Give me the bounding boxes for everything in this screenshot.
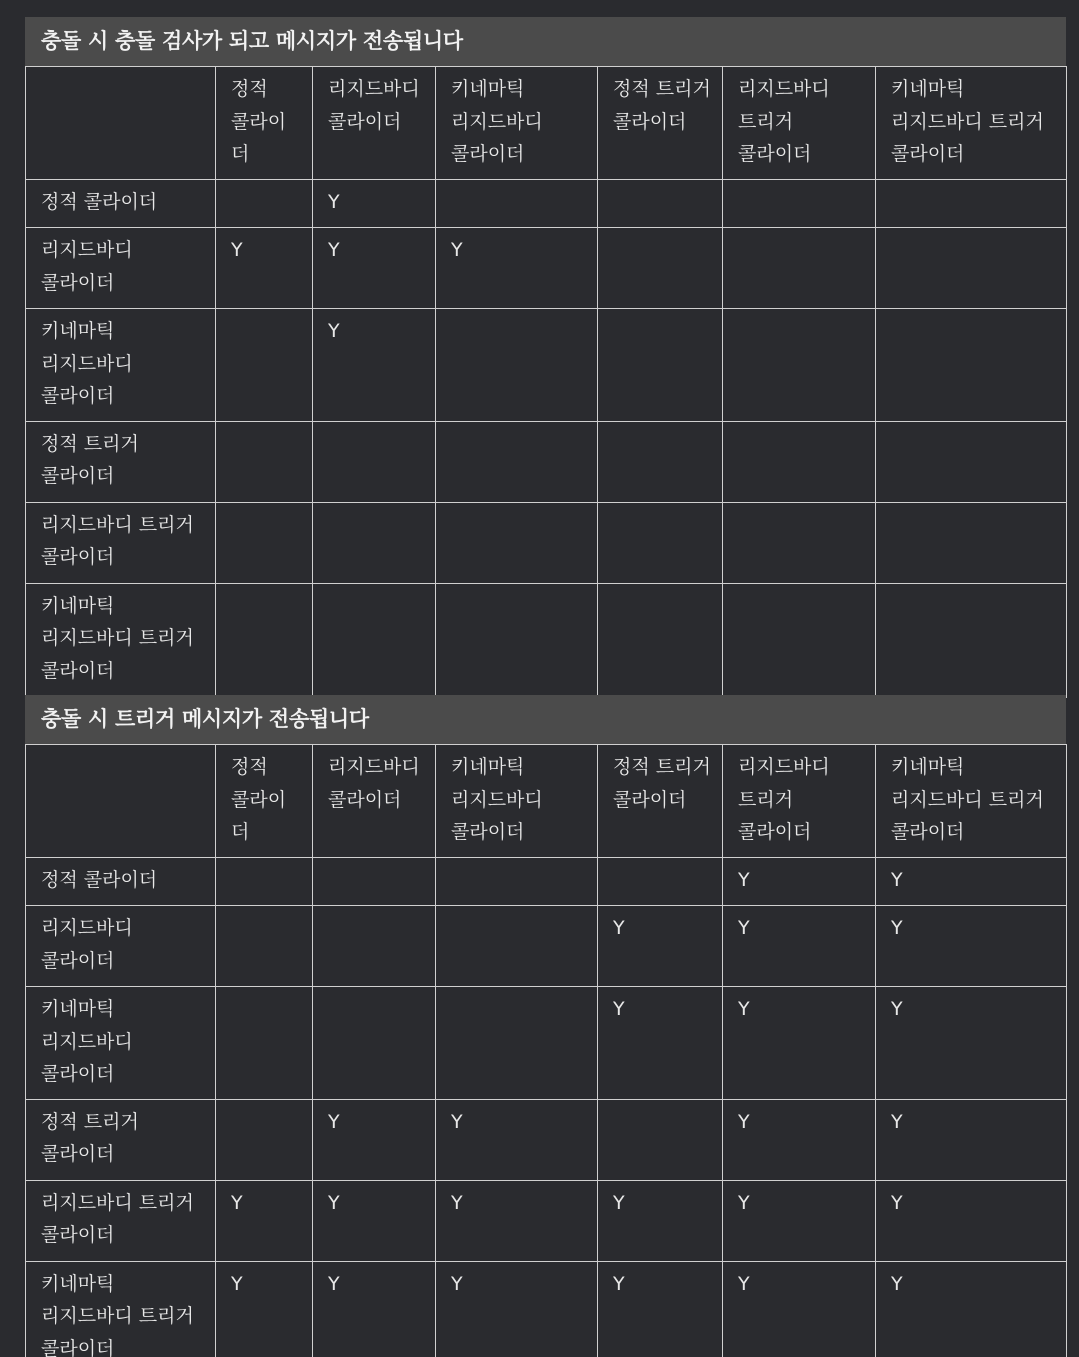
column-header: 정적 트리거 콜라이더 (598, 745, 723, 858)
row-header: 키네마틱 리지드바디 트리거 콜라이더 (26, 1261, 216, 1357)
table-cell (876, 583, 1067, 697)
table-cell (436, 421, 598, 502)
table-cell (313, 502, 436, 583)
table-cell: Y (216, 1261, 313, 1357)
table-cell (436, 906, 598, 987)
table-cell (216, 906, 313, 987)
table-cell (436, 858, 598, 906)
table-cell (598, 1099, 723, 1180)
table-cell (313, 858, 436, 906)
row-header: 리지드바디 콜라이더 (26, 228, 216, 309)
table-cell (436, 502, 598, 583)
column-header: 키네마틱 리지드바디 트리거 콜라이더 (876, 67, 1067, 180)
column-header: 키네마틱 리지드바디 트리거 콜라이더 (876, 745, 1067, 858)
table-cell (876, 228, 1067, 309)
table-cell: Y (313, 309, 436, 422)
table-cell (313, 987, 436, 1100)
table-cell (723, 228, 876, 309)
table-cell: Y (313, 228, 436, 309)
table-cell: Y (876, 1261, 1067, 1357)
table-cell (876, 180, 1067, 228)
table-cell: Y (436, 1261, 598, 1357)
trigger-matrix-section (25, 695, 1066, 1357)
table-row (26, 987, 1067, 1100)
row-header: 리지드바디 트리거 콜라이더 (26, 502, 216, 583)
header-row (26, 745, 1067, 858)
table-row (26, 1261, 1067, 1357)
table-row (26, 583, 1067, 697)
row-header: 키네마틱 리지드바디 콜라이더 (26, 987, 216, 1100)
row-header: 정적 콜라이더 (26, 180, 216, 228)
table-cell: Y (598, 1261, 723, 1357)
column-header: 리지드바디 트리거 콜라이더 (723, 745, 876, 858)
table-row (26, 180, 1067, 228)
table-cell (598, 421, 723, 502)
table-cell (216, 180, 313, 228)
table-cell (216, 987, 313, 1100)
row-header: 리지드바디 트리거 콜라이더 (26, 1180, 216, 1261)
table-cell: Y (313, 1261, 436, 1357)
row-header: 리지드바디 콜라이더 (26, 906, 216, 987)
column-header: 키네마틱 리지드바디 콜라이더 (436, 745, 598, 858)
row-header: 정적 트리거 콜라이더 (26, 421, 216, 502)
header-row (26, 67, 1067, 180)
table-cell (313, 583, 436, 697)
table-cell (598, 228, 723, 309)
corner-cell (26, 67, 216, 180)
column-header: 리지드바디 콜라이더 (313, 745, 436, 858)
table-row (26, 1180, 1067, 1261)
table-cell (436, 583, 598, 697)
column-header: 리지드바디 트리거 콜라이더 (723, 67, 876, 180)
section-title: 충돌 시 트리거 메시지가 전송됩니다 (25, 695, 1066, 744)
table-cell (436, 987, 598, 1100)
table-cell: Y (598, 1180, 723, 1261)
table-row (26, 1099, 1067, 1180)
table-cell: Y (436, 1099, 598, 1180)
table-cell (598, 180, 723, 228)
row-header: 정적 콜라이더 (26, 858, 216, 906)
table-cell (876, 421, 1067, 502)
table-cell (598, 583, 723, 697)
table-cell (723, 583, 876, 697)
table-cell: Y (723, 1099, 876, 1180)
column-header: 정적 트리거 콜라이더 (598, 67, 723, 180)
table-row (26, 309, 1067, 422)
table-cell (216, 309, 313, 422)
table-cell: Y (313, 180, 436, 228)
table-cell: Y (723, 987, 876, 1100)
table-cell: Y (876, 858, 1067, 906)
column-header: 키네마틱 리지드바디 콜라이더 (436, 67, 598, 180)
table-cell: Y (723, 1261, 876, 1357)
section-title: 충돌 시 충돌 검사가 되고 메시지가 전송됩니다 (25, 17, 1066, 66)
table-cell (436, 309, 598, 422)
column-header: 정적 콜라이더 (216, 67, 313, 180)
table-cell: Y (723, 858, 876, 906)
collision-matrix-table (25, 66, 1067, 698)
row-header: 정적 트리거 콜라이더 (26, 1099, 216, 1180)
table-cell: Y (876, 1099, 1067, 1180)
table-cell (876, 309, 1067, 422)
table-row (26, 421, 1067, 502)
column-header: 정적 콜라이더 (216, 745, 313, 858)
table-cell (723, 309, 876, 422)
table-cell (723, 421, 876, 502)
table-cell: Y (723, 906, 876, 987)
table-cell (723, 180, 876, 228)
table-cell (216, 502, 313, 583)
table-cell: Y (876, 987, 1067, 1100)
table-cell (598, 502, 723, 583)
collision-matrix-section (25, 17, 1066, 698)
table-cell (436, 180, 598, 228)
table-cell (598, 309, 723, 422)
table-cell: Y (216, 1180, 313, 1261)
table-row (26, 502, 1067, 583)
table-cell: Y (436, 1180, 598, 1261)
table-row (26, 858, 1067, 906)
table-cell: Y (876, 906, 1067, 987)
table-cell (313, 906, 436, 987)
table-cell: Y (313, 1180, 436, 1261)
table-cell (216, 858, 313, 906)
row-header: 키네마틱 리지드바디 콜라이더 (26, 309, 216, 422)
table-cell: Y (598, 906, 723, 987)
table-cell (723, 502, 876, 583)
table-cell: Y (216, 228, 313, 309)
row-header: 키네마틱 리지드바디 트리거 콜라이더 (26, 583, 216, 697)
table-cell: Y (876, 1180, 1067, 1261)
table-cell (216, 1099, 313, 1180)
table-cell: Y (723, 1180, 876, 1261)
table-cell (216, 421, 313, 502)
trigger-matrix-table (25, 744, 1067, 1357)
table-cell: Y (313, 1099, 436, 1180)
table-cell: Y (598, 987, 723, 1100)
table-cell (216, 583, 313, 697)
table-cell (598, 858, 723, 906)
table-row (26, 228, 1067, 309)
column-header: 리지드바디 콜라이더 (313, 67, 436, 180)
table-cell (313, 421, 436, 502)
table-row (26, 906, 1067, 987)
corner-cell (26, 745, 216, 858)
table-cell: Y (436, 228, 598, 309)
table-cell (876, 502, 1067, 583)
